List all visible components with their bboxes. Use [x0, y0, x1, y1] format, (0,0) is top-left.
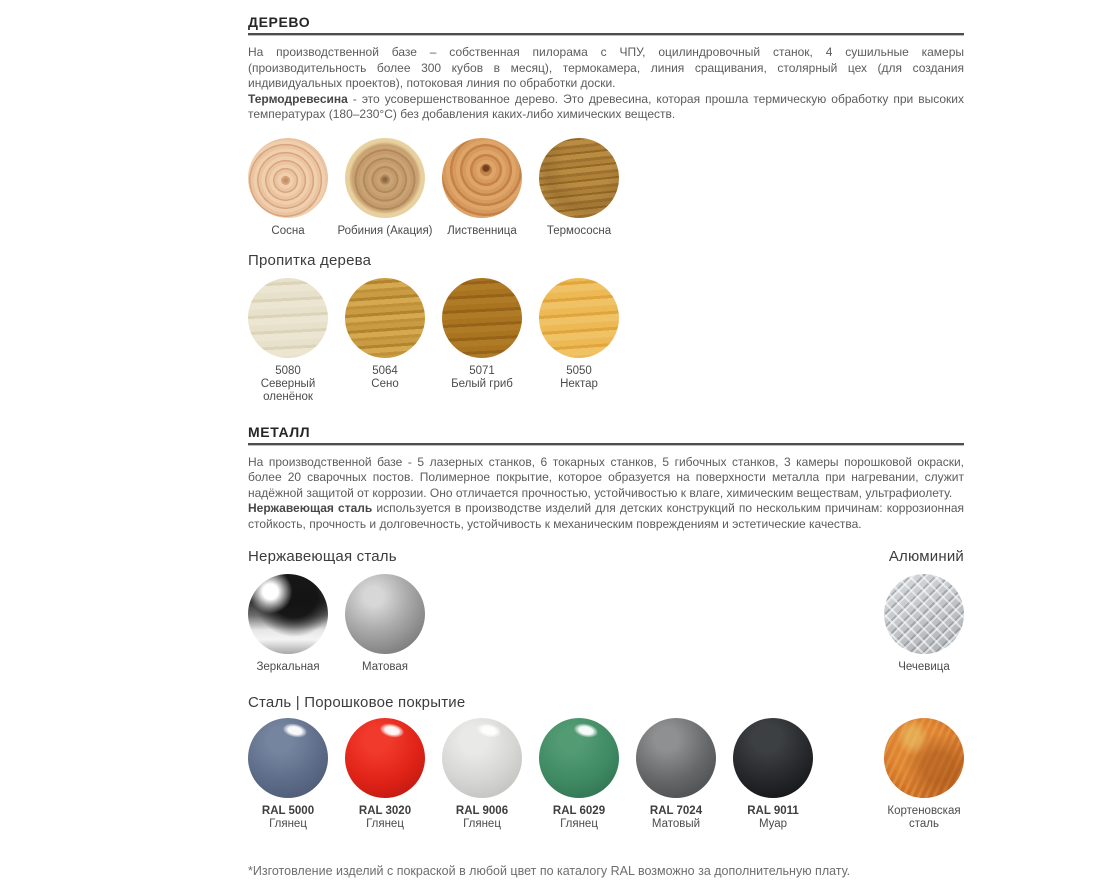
ral5000-sphere — [248, 718, 328, 798]
powder-label — [628, 805, 724, 831]
stainless-swatch-matte — [345, 574, 425, 674]
wood-swatch-label: Сосна — [271, 224, 305, 237]
catalog-page — [248, 14, 964, 878]
impregnation-color-swatch — [539, 278, 619, 358]
wood-species-row — [248, 138, 964, 238]
powder-swatch-ral5000 — [248, 718, 328, 831]
ral-finish: Муар — [758, 818, 788, 830]
stainless-finish-label: Матовая — [362, 661, 408, 673]
corten-steel-swatch — [884, 718, 964, 831]
aluminum-title: Алюминий — [888, 548, 964, 565]
wood-swatch-larch — [442, 138, 522, 238]
impregnation-name: Северный оленёнок — [260, 377, 316, 403]
impregnation-swatch-5080 — [248, 278, 328, 404]
ral-code: RAL 9006 — [455, 805, 509, 817]
wood-intro-paragraph — [248, 45, 964, 123]
impregnation-code: 5080 — [275, 364, 301, 377]
ral3020-sphere — [345, 718, 425, 798]
ral9011-sphere — [733, 718, 813, 798]
aluminum-finish-label: Чечевица — [898, 661, 950, 673]
robinia-slice-swatch — [345, 138, 425, 218]
aluminum-swatch-lentil — [884, 574, 964, 674]
ral-code: RAL 3020 — [358, 805, 412, 817]
larch-slice-swatch — [442, 138, 522, 218]
metal-intro-paragraph — [248, 455, 964, 533]
impregnation-code: 5064 — [372, 364, 398, 377]
impregnation-row — [248, 278, 964, 404]
powder-label — [434, 805, 530, 831]
impregnation-swatch-5071 — [442, 278, 522, 404]
corten-label: Кортеновская сталь — [887, 805, 961, 830]
wood-swatch-robinia — [337, 138, 433, 238]
thermowood-text: - это усовершенствованное дерево. Это древесина, которая прошла термическую обработку при высоких температурах (180–230°С) без добавления каких-либо химических веществ. — [248, 91, 964, 121]
section-divider — [248, 443, 964, 446]
powder-coating-title: Сталь | Порошковое покрытие — [248, 694, 466, 711]
powder-swatch-ral9006 — [442, 718, 522, 831]
powder-label — [337, 805, 433, 831]
ral-code: RAL 6029 — [552, 805, 606, 817]
wood-swatch-pine — [248, 138, 328, 238]
ral-finish: Глянец — [463, 818, 501, 830]
wood-swatch-thermopine — [539, 138, 619, 238]
powder-label — [725, 805, 821, 831]
stainless-swatch-mirror — [248, 574, 328, 674]
wood-intro-text: На производственной базе – собственная пилорама с ЧПУ, оцилиндровочный станок, 4 сушильные камеры (производительность более 300 кубов в месяц), термокамера, линия сращивания, столярный цех (для создания индивидуальных проектов), потоковая линия по обработки доски. — [248, 45, 964, 90]
ral6029-sphere — [539, 718, 619, 798]
thermowood-term: Термодревесина — [248, 91, 348, 106]
impregnation-name: Белый гриб — [451, 377, 513, 390]
ral-finish: Глянец — [560, 818, 598, 830]
powder-label — [240, 805, 336, 831]
metal-section-title: МЕТАЛЛ — [248, 423, 311, 440]
ral-finish: Матовый — [651, 818, 701, 830]
impregnation-name: Сено — [371, 377, 399, 390]
impregnation-code: 5050 — [566, 364, 592, 377]
corten-steel-circle — [884, 718, 964, 798]
diamond-plate-swatch — [884, 574, 964, 654]
thermopine-swatch — [539, 138, 619, 218]
section-divider — [248, 33, 964, 36]
impregnation-label — [240, 365, 336, 404]
impregnation-label — [434, 365, 530, 391]
stainless-aluminum-row — [248, 574, 964, 674]
wood-swatch-label: Термососна — [546, 224, 612, 237]
impregnation-name: Нектар — [560, 377, 598, 390]
ral-footnote: *Изготовление изделий с покраской в любой цвет по каталогу RAL возможно за дополнительную плату. — [248, 864, 851, 878]
powder-swatch-ral7024 — [636, 718, 716, 831]
impregnation-color-swatch — [248, 278, 328, 358]
wood-swatch-label: Лиственница — [447, 224, 517, 237]
wood-swatch-label: Робиния (Акация) — [337, 224, 433, 237]
impregnation-swatch-5064 — [345, 278, 425, 404]
pine-slice-swatch — [248, 138, 328, 218]
impregnation-swatch-5050 — [539, 278, 619, 404]
impregnation-code: 5071 — [469, 364, 495, 377]
wood-section-title: ДЕРЕВО — [248, 14, 311, 30]
matte-steel-sphere — [345, 574, 425, 654]
ral-finish: Глянец — [366, 818, 404, 830]
powder-swatch-ral3020 — [345, 718, 425, 831]
impregnation-label — [531, 365, 627, 391]
stainless-term: Нержавеющая сталь — [248, 501, 373, 515]
stainless-text: используется в производстве изделий для детских конструкций по нескольким причинам: коррозионная стойкость, прочность и долговечность, устойчивость к механическим повреждениям и эстетические качества. — [248, 501, 964, 531]
ral9006-sphere — [442, 718, 522, 798]
mirror-steel-sphere — [248, 574, 328, 654]
ral7024-sphere — [636, 718, 716, 798]
ral-code: RAL 7024 — [649, 805, 703, 817]
powder-swatch-ral9011 — [733, 718, 813, 831]
stainless-finish-label: Зеркальная — [256, 661, 320, 673]
powder-label — [531, 805, 627, 831]
impregnation-color-swatch — [442, 278, 522, 358]
impregnation-label — [337, 365, 433, 391]
stainless-steel-title: Нержавеющая сталь — [248, 548, 397, 565]
ral-finish: Глянец — [269, 818, 307, 830]
metal-subheadings-row — [248, 548, 964, 565]
metal-intro-text: На производственной базе - 5 лазерных станков, 6 токарных станков, 5 гибочных станков, 3 камеры порошковой окраски, более 20 сварочных постов. Полимерное покрытие, которое образуется на поверхности металла при нагревании, служит надёжной защитой от коррозии. Оно отличается прочностью, устойчивостью к влаге, химическим веществам, ультрафиолету. — [248, 454, 964, 500]
impregnation-color-swatch — [345, 278, 425, 358]
impregnation-title: Пропитка дерева — [248, 251, 372, 269]
powder-swatch-ral6029 — [539, 718, 619, 831]
ral-code: RAL 9011 — [747, 805, 799, 817]
ral-code: RAL 5000 — [261, 805, 315, 817]
powder-coating-row — [248, 718, 964, 831]
